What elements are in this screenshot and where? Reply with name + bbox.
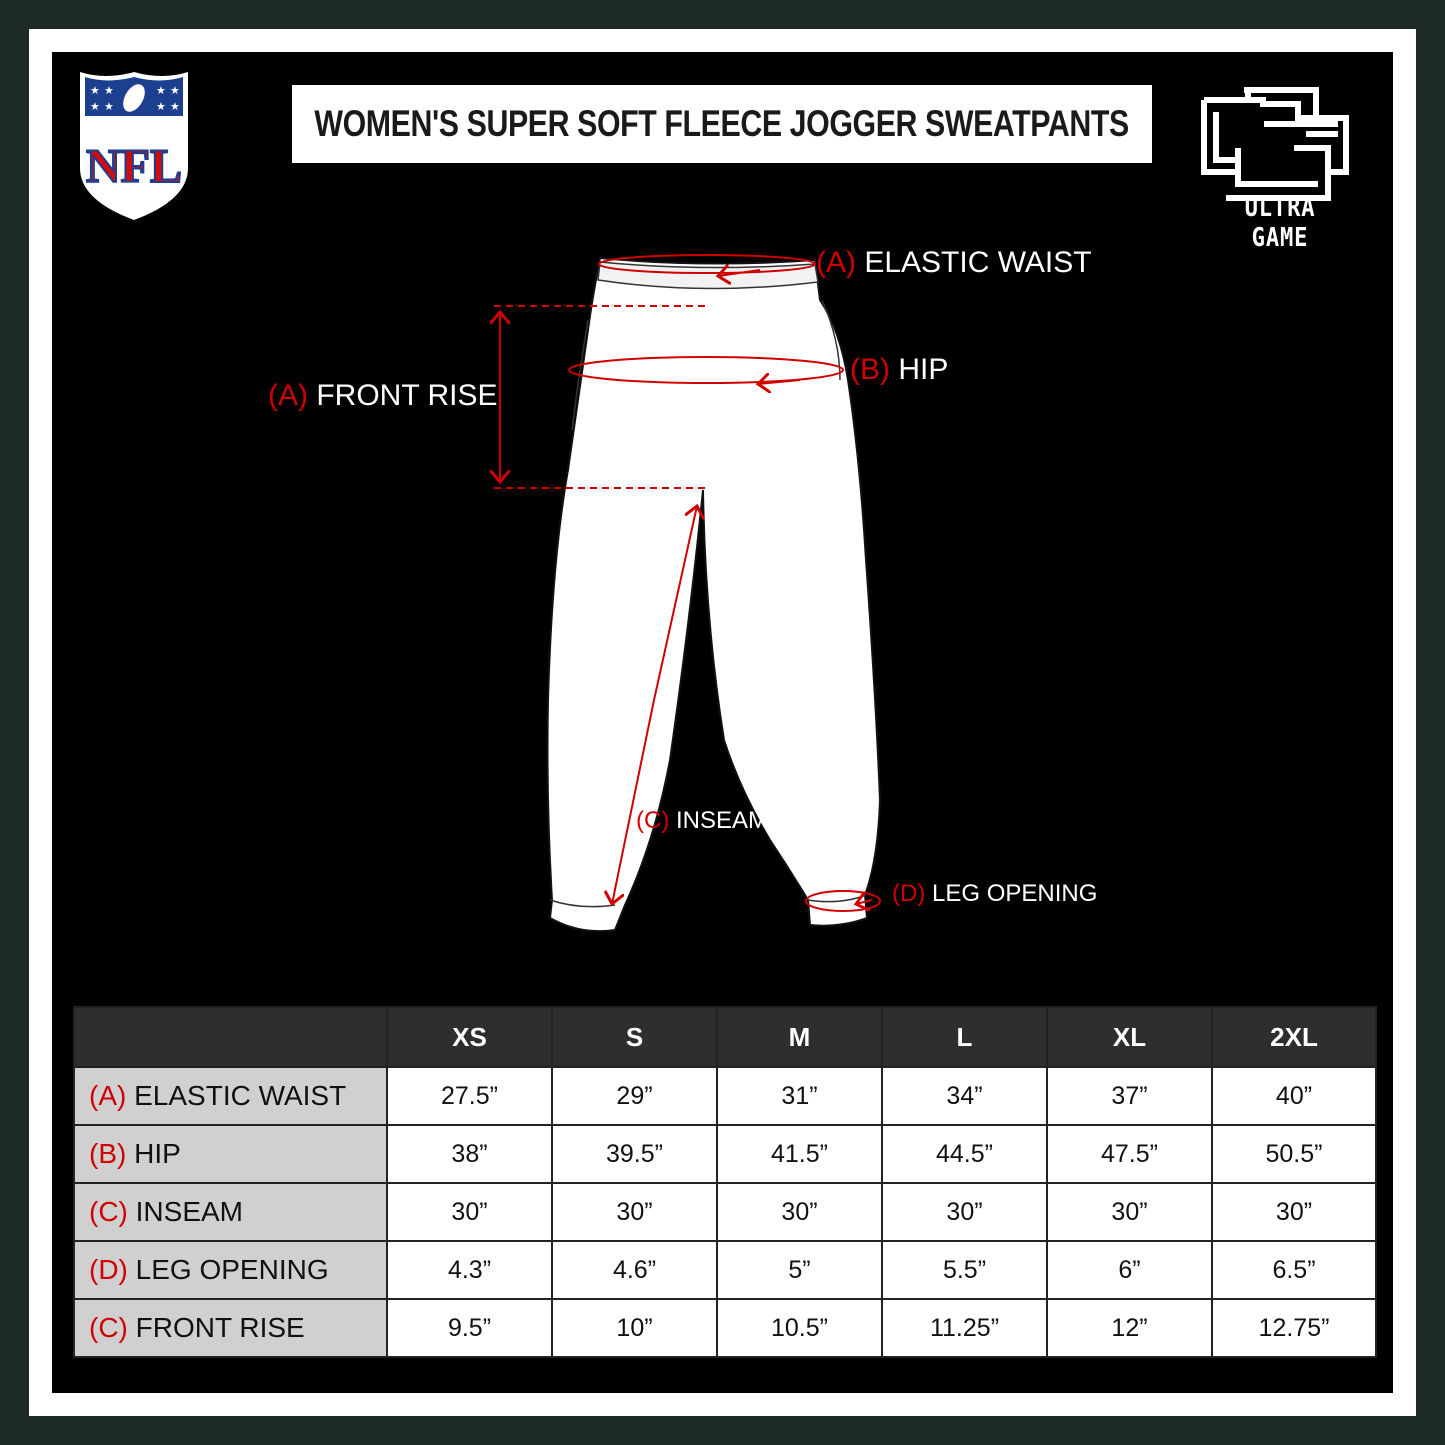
label-front-rise: (A) FRONT RISE	[268, 379, 498, 412]
table-cell: 37”	[1047, 1067, 1212, 1125]
table-row	[74, 1183, 1376, 1241]
svg-text:★: ★	[90, 100, 100, 113]
table-row	[74, 1299, 1376, 1357]
table-cell: 30”	[717, 1183, 882, 1241]
page-title: WOMEN'S SUPER SOFT FLEECE JOGGER SWEATPANTS	[314, 103, 1130, 144]
label-hip: (B) HIP	[850, 353, 949, 386]
svg-text:★: ★	[104, 100, 114, 113]
header-size: S	[552, 1007, 717, 1067]
table-cell: 50.5”	[1212, 1125, 1376, 1183]
table-cell: 44.5”	[882, 1125, 1047, 1183]
ultra-game-logo-text: ULTRA GAME	[1244, 193, 1316, 253]
svg-text:★: ★	[104, 84, 114, 97]
table-cell: 39.5”	[552, 1125, 717, 1183]
table-cell: 38”	[387, 1125, 552, 1183]
table-cell: 10.5”	[717, 1299, 882, 1357]
row-label: (C) INSEAM	[74, 1183, 387, 1241]
table-cell: 40”	[1212, 1067, 1376, 1125]
table-cell: 29”	[552, 1067, 717, 1125]
label-inseam: (C) INSEAM	[636, 807, 769, 834]
row-label: (C) FRONT RISE	[74, 1299, 387, 1357]
table-cell: 4.6”	[552, 1241, 717, 1299]
table-cell: 34”	[882, 1067, 1047, 1125]
table-cell: 30”	[552, 1183, 717, 1241]
svg-text:★: ★	[170, 84, 180, 97]
svg-text:★: ★	[90, 84, 100, 97]
label-elastic-waist: (A) ELASTIC WAIST	[816, 246, 1092, 279]
table-cell: 6.5”	[1212, 1241, 1376, 1299]
table-cell: 12”	[1047, 1299, 1212, 1357]
table-cell: 6”	[1047, 1241, 1212, 1299]
header-size: 2XL	[1212, 1007, 1376, 1067]
table-cell: 9.5”	[387, 1299, 552, 1357]
row-label: (D) LEG OPENING	[74, 1241, 387, 1299]
label-leg-opening: (D) LEG OPENING	[892, 880, 1098, 907]
row-label: (B) HIP	[74, 1125, 387, 1183]
table-cell: 5”	[717, 1241, 882, 1299]
table-cell: 41.5”	[717, 1125, 882, 1183]
header-size: L	[882, 1007, 1047, 1067]
nfl-logo-text: NFL	[86, 140, 182, 193]
size-chart-table	[73, 1006, 1377, 1358]
table-cell: 30”	[1212, 1183, 1376, 1241]
row-label: (A) ELASTIC WAIST	[74, 1067, 387, 1125]
table-row	[74, 1125, 1376, 1183]
table-cell: 30”	[1047, 1183, 1212, 1241]
table-row	[74, 1241, 1376, 1299]
header-corner	[74, 1007, 387, 1067]
table-header-row	[74, 1007, 1376, 1067]
table-cell: 30”	[882, 1183, 1047, 1241]
svg-text:★: ★	[156, 84, 166, 97]
svg-text:★: ★	[156, 100, 166, 113]
table-cell: 30”	[387, 1183, 552, 1241]
header-size: M	[717, 1007, 882, 1067]
table-cell: 12.75”	[1212, 1299, 1376, 1357]
table-cell: 4.3”	[387, 1241, 552, 1299]
table-cell: 31”	[717, 1067, 882, 1125]
table-cell: 27.5”	[387, 1067, 552, 1125]
table-cell: 11.25”	[882, 1299, 1047, 1357]
svg-text:★: ★	[170, 100, 180, 113]
table-cell: 47.5”	[1047, 1125, 1212, 1183]
table-row	[74, 1067, 1376, 1125]
table-cell: 5.5”	[882, 1241, 1047, 1299]
table-cell: 10”	[552, 1299, 717, 1357]
header-size: XS	[387, 1007, 552, 1067]
header-size: XL	[1047, 1007, 1212, 1067]
